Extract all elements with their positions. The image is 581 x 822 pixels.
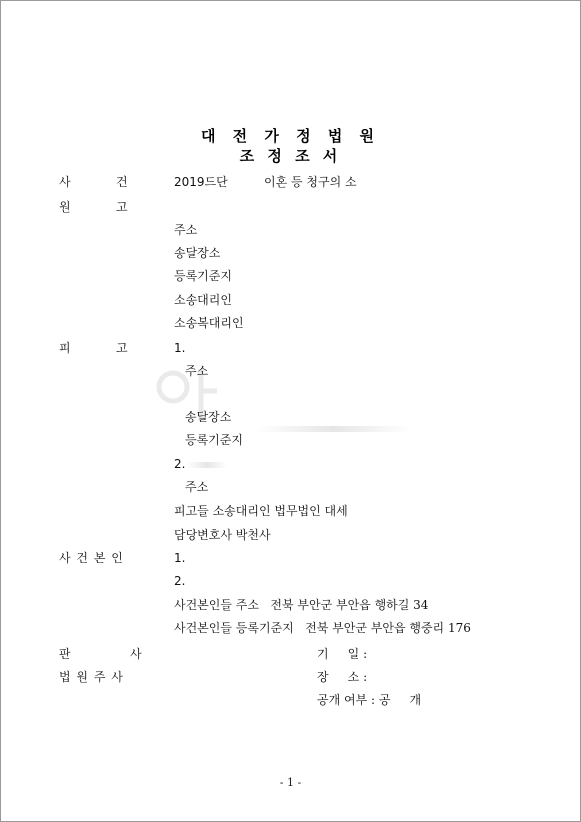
case-title: 이혼 등 청구의 소 [264,175,357,189]
court-name: 대 전 가 정 법 원 [200,127,381,145]
principals-label: 사 건 본 인 [59,551,124,565]
plaintiff-label-1: 원 [59,200,71,214]
clerk-label: 법 원 주 사 [59,670,124,684]
page-number: - 1 - [279,776,302,789]
defendant-1-registry-label: 등록기준지 [185,433,243,447]
case-label-1: 사 [59,175,71,189]
redacted-text [256,426,411,432]
defendant-2-address-label: 주소 [185,480,209,494]
defendant-label-1: 피 [59,341,71,355]
case-label-2: 건 [116,175,128,189]
case-number: 2019드단 [174,175,228,189]
plaintiff-service-label: 송달장소 [174,246,221,260]
judge-label-2: 사 [130,647,142,661]
session-public-label: 공개 여부 : 공 개 [317,693,422,707]
defendant-1-service-label: 송달장소 [185,410,232,424]
defendant-2-number: 2. [174,457,186,471]
defendant-1-number: 1. [174,341,186,355]
plaintiff-label-2: 고 [116,200,128,214]
plaintiff-registry-label: 등록기준지 [174,269,232,283]
defendant-attorney: 담당변호사 박천사 [174,528,271,542]
principal-1-number: 1. [174,551,186,565]
principal-2-number: 2. [174,574,186,588]
plaintiff-subcounsel-label: 소송복대리인 [174,316,244,330]
document-title: 조 정 조 서 [239,147,342,165]
defendant-counsel: 피고들 소송대리인 법무법인 대세 [174,504,348,518]
principals-registry: 사건본인들 등록기준지 전북 부안군 부안읍 행중리 176 [174,621,471,635]
session-date-label: 기 일 : [317,647,368,661]
session-place-label: 장 소 : [317,670,368,684]
defendant-1-address-label: 주소 [185,364,209,378]
judge-label-1: 판 [59,647,71,661]
plaintiff-counsel-label: 소송대리인 [174,293,232,307]
principals-address: 사건본인들 주소 전북 부안군 부안읍 행하길 34 [174,598,429,612]
redacted-name [187,462,227,468]
defendant-label-2: 고 [116,341,128,355]
plaintiff-address-label: 주소 [174,223,198,237]
